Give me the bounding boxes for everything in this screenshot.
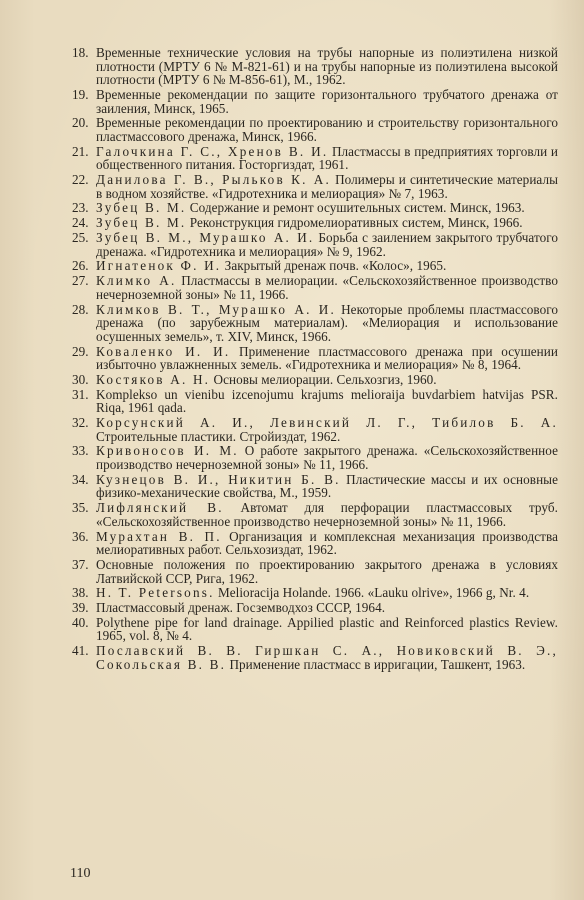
reference-item bbox=[72, 274, 558, 301]
reference-text: Организация и комплексная механизация производства мелиоративных работ. Сельхозиздат, 1962. bbox=[96, 528, 558, 558]
reference-number: 35. bbox=[72, 500, 89, 516]
reference-text: Временные рекомендации по защите горизонтального трубчатого дренажа от заиления, Минск, 1965. bbox=[96, 86, 558, 116]
reference-text: Временные рекомендации по проектированию и строительству горизонтального пластмассового дренажа, Минск, 1966. bbox=[96, 115, 558, 144]
reference-number: 23. bbox=[72, 200, 89, 216]
reference-text: О работе закрытого дренажа. «Сельскохозяйственное производство нечерноземной зоны» № 11, 1966. bbox=[96, 443, 559, 473]
reference-number: 25. bbox=[72, 230, 89, 246]
reference-authors: Пославский В. В. Гиршкан С. А., Новиковский В. Э., Сокольская В. В. bbox=[96, 643, 558, 672]
reference-number: 31. bbox=[72, 386, 89, 402]
reference-item bbox=[72, 558, 558, 585]
reference-number: 41. bbox=[72, 643, 89, 659]
reference-item bbox=[72, 201, 558, 215]
reference-text: Komplekso un vienibu izcenojumu krajums melioraija buvdarbiem hatvijas PSR. Riqa, 1961 qada. bbox=[96, 386, 558, 416]
reference-number: 27. bbox=[72, 273, 89, 289]
reference-item bbox=[72, 46, 558, 87]
reference-text: Временные технические условия на трубы напорные из полиэтилена низкой плотности (МРТУ 6 № М-821-61) и на трубы напорные из полиэтилена высокой плотности (МРТУ 6 № М-856-61), М., 1962. bbox=[96, 45, 558, 88]
reference-text: Борьба с заилением закрытого трубчатого дренажа. «Гидротехника и мелиорация» № 9, 1962. bbox=[96, 230, 558, 259]
reference-text: Polythene pipe for land drainage. Appilied plastic and Reinforced plastics Review. 1965, vol. 8, № 4. bbox=[96, 614, 558, 644]
reference-authors: Климков В. Т., Мурашко А. И. bbox=[96, 301, 337, 317]
reference-text: Полимеры и синтетические материалы в водном хозяйстве. «Гидротехника и мелиорация» № 7, 1963. bbox=[96, 172, 558, 201]
reference-item bbox=[72, 116, 558, 143]
reference-authors: Костяков А. Н. bbox=[96, 371, 211, 387]
reference-text: Основные положения по проектированию закрытого дренажа в условиях Латвийской ССР, Рига, 1962. bbox=[96, 556, 558, 586]
reference-authors: Коваленко И. И. bbox=[96, 343, 231, 359]
reference-authors: Кузнецов В. И., Никитин Б. В. bbox=[96, 471, 341, 487]
reference-item bbox=[72, 586, 558, 600]
reference-authors: H. T. Petersons. bbox=[96, 585, 215, 601]
reference-text: Строительные пластики. Стройиздат, 1962. bbox=[96, 428, 341, 444]
reference-text: Пластические массы и их основные физико-механические свойства, М., 1959. bbox=[96, 471, 558, 501]
reference-list bbox=[72, 46, 558, 673]
reference-text: Применение пластмассового дренажа при осушении избыточно увлажненных земель. «Гидротехника и мелиорация» № 8, 1964. bbox=[96, 343, 559, 373]
reference-authors: Данилова Г. В., Рыльков К. А. bbox=[96, 172, 332, 188]
reference-number: 20. bbox=[72, 115, 89, 131]
reference-item bbox=[72, 601, 558, 615]
reference-authors: Галочкина Г. С., Хренов В. И. bbox=[96, 143, 329, 159]
reference-authors: Зубец В. М., Мурашко А. И. bbox=[96, 230, 315, 246]
reference-text: Пластмассы в предприятиях торговли и общественного питания. Госторгиздат, 1961. bbox=[96, 143, 558, 173]
reference-item bbox=[72, 88, 558, 115]
reference-number: 28. bbox=[72, 301, 89, 317]
reference-authors: Климко А. bbox=[96, 273, 177, 289]
reference-authors: Корсунский А. И., Левинский Л. Г., Тибилов Б. А. bbox=[96, 415, 558, 431]
reference-number: 32. bbox=[72, 415, 89, 431]
reference-number: 22. bbox=[72, 172, 89, 188]
reference-number: 37. bbox=[72, 556, 89, 572]
reference-item bbox=[72, 345, 558, 372]
reference-item bbox=[72, 444, 558, 471]
reference-text: Автомат для перфорации пластмассовых труб. «Сельскохозяйственное производство нечерноземной зоны» № 11, 1966. bbox=[96, 500, 558, 529]
reference-item bbox=[72, 388, 558, 415]
reference-authors: Мурахтан В. П. bbox=[96, 528, 222, 544]
reference-number: 39. bbox=[72, 600, 89, 616]
reference-text: Пластмассовый дренаж. Госземводхоз СССР, 1964. bbox=[96, 600, 386, 616]
reference-number: 36. bbox=[72, 528, 89, 544]
reference-item bbox=[72, 145, 558, 172]
reference-number: 26. bbox=[72, 258, 89, 274]
reference-text: Пластмассы в мелиорации. «Сельскохозяйственное производство нечерноземной зоны» № 11, 1966. bbox=[96, 273, 558, 302]
reference-item bbox=[72, 303, 558, 344]
reference-item bbox=[72, 616, 558, 643]
reference-number: 30. bbox=[72, 371, 89, 387]
reference-text: Реконструкция гидромелиоративных систем, Минск, 1966. bbox=[186, 215, 523, 231]
reference-item bbox=[72, 473, 558, 500]
reference-number: 38. bbox=[72, 585, 89, 601]
reference-item bbox=[72, 501, 558, 528]
reference-item bbox=[72, 173, 558, 200]
page-number: 110 bbox=[70, 866, 91, 881]
reference-item bbox=[72, 530, 558, 557]
reference-item bbox=[72, 231, 558, 258]
reference-number: 29. bbox=[72, 343, 89, 359]
reference-number: 40. bbox=[72, 614, 89, 630]
reference-authors: Зубец В. М. bbox=[96, 200, 187, 216]
reference-text: Melioracija Holande. 1966. «Lauku olrive», 1966 g, Nr. 4. bbox=[214, 585, 530, 601]
reference-number: 33. bbox=[72, 443, 89, 459]
reference-number: 19. bbox=[72, 86, 89, 102]
reference-item bbox=[72, 416, 558, 443]
reference-number: 18. bbox=[72, 45, 89, 60]
reference-number: 24. bbox=[72, 215, 89, 231]
reference-item bbox=[72, 373, 558, 387]
reference-authors: Игнатенок Ф. И. bbox=[96, 258, 222, 274]
reference-authors: Кривоносов И. М. bbox=[96, 443, 239, 459]
reference-authors: Зубец В. М. bbox=[96, 215, 187, 231]
reference-text: Закрытый дренаж почв. «Колос», 1965. bbox=[221, 258, 447, 274]
reference-authors: Лифлянский В. bbox=[96, 500, 224, 516]
reference-text: Применение пластмасс в ирригации, Ташкент, 1963. bbox=[226, 656, 526, 672]
reference-text: Содержание и ремонт осушительных систем. Минск, 1963. bbox=[186, 200, 525, 216]
reference-number: 34. bbox=[72, 471, 89, 487]
reference-text: Основы мелиорации. Сельхозгиз, 1960. bbox=[210, 371, 437, 387]
reference-item bbox=[72, 644, 558, 671]
reference-item bbox=[72, 259, 558, 273]
reference-item bbox=[72, 216, 558, 230]
reference-number: 21. bbox=[72, 143, 89, 159]
reference-text: Некоторые проблемы пластмассового дренажа (по зарубежным материалам). «Мелиорация и использование осушенных земель», т. XIV, Минск, 1966. bbox=[96, 301, 558, 344]
